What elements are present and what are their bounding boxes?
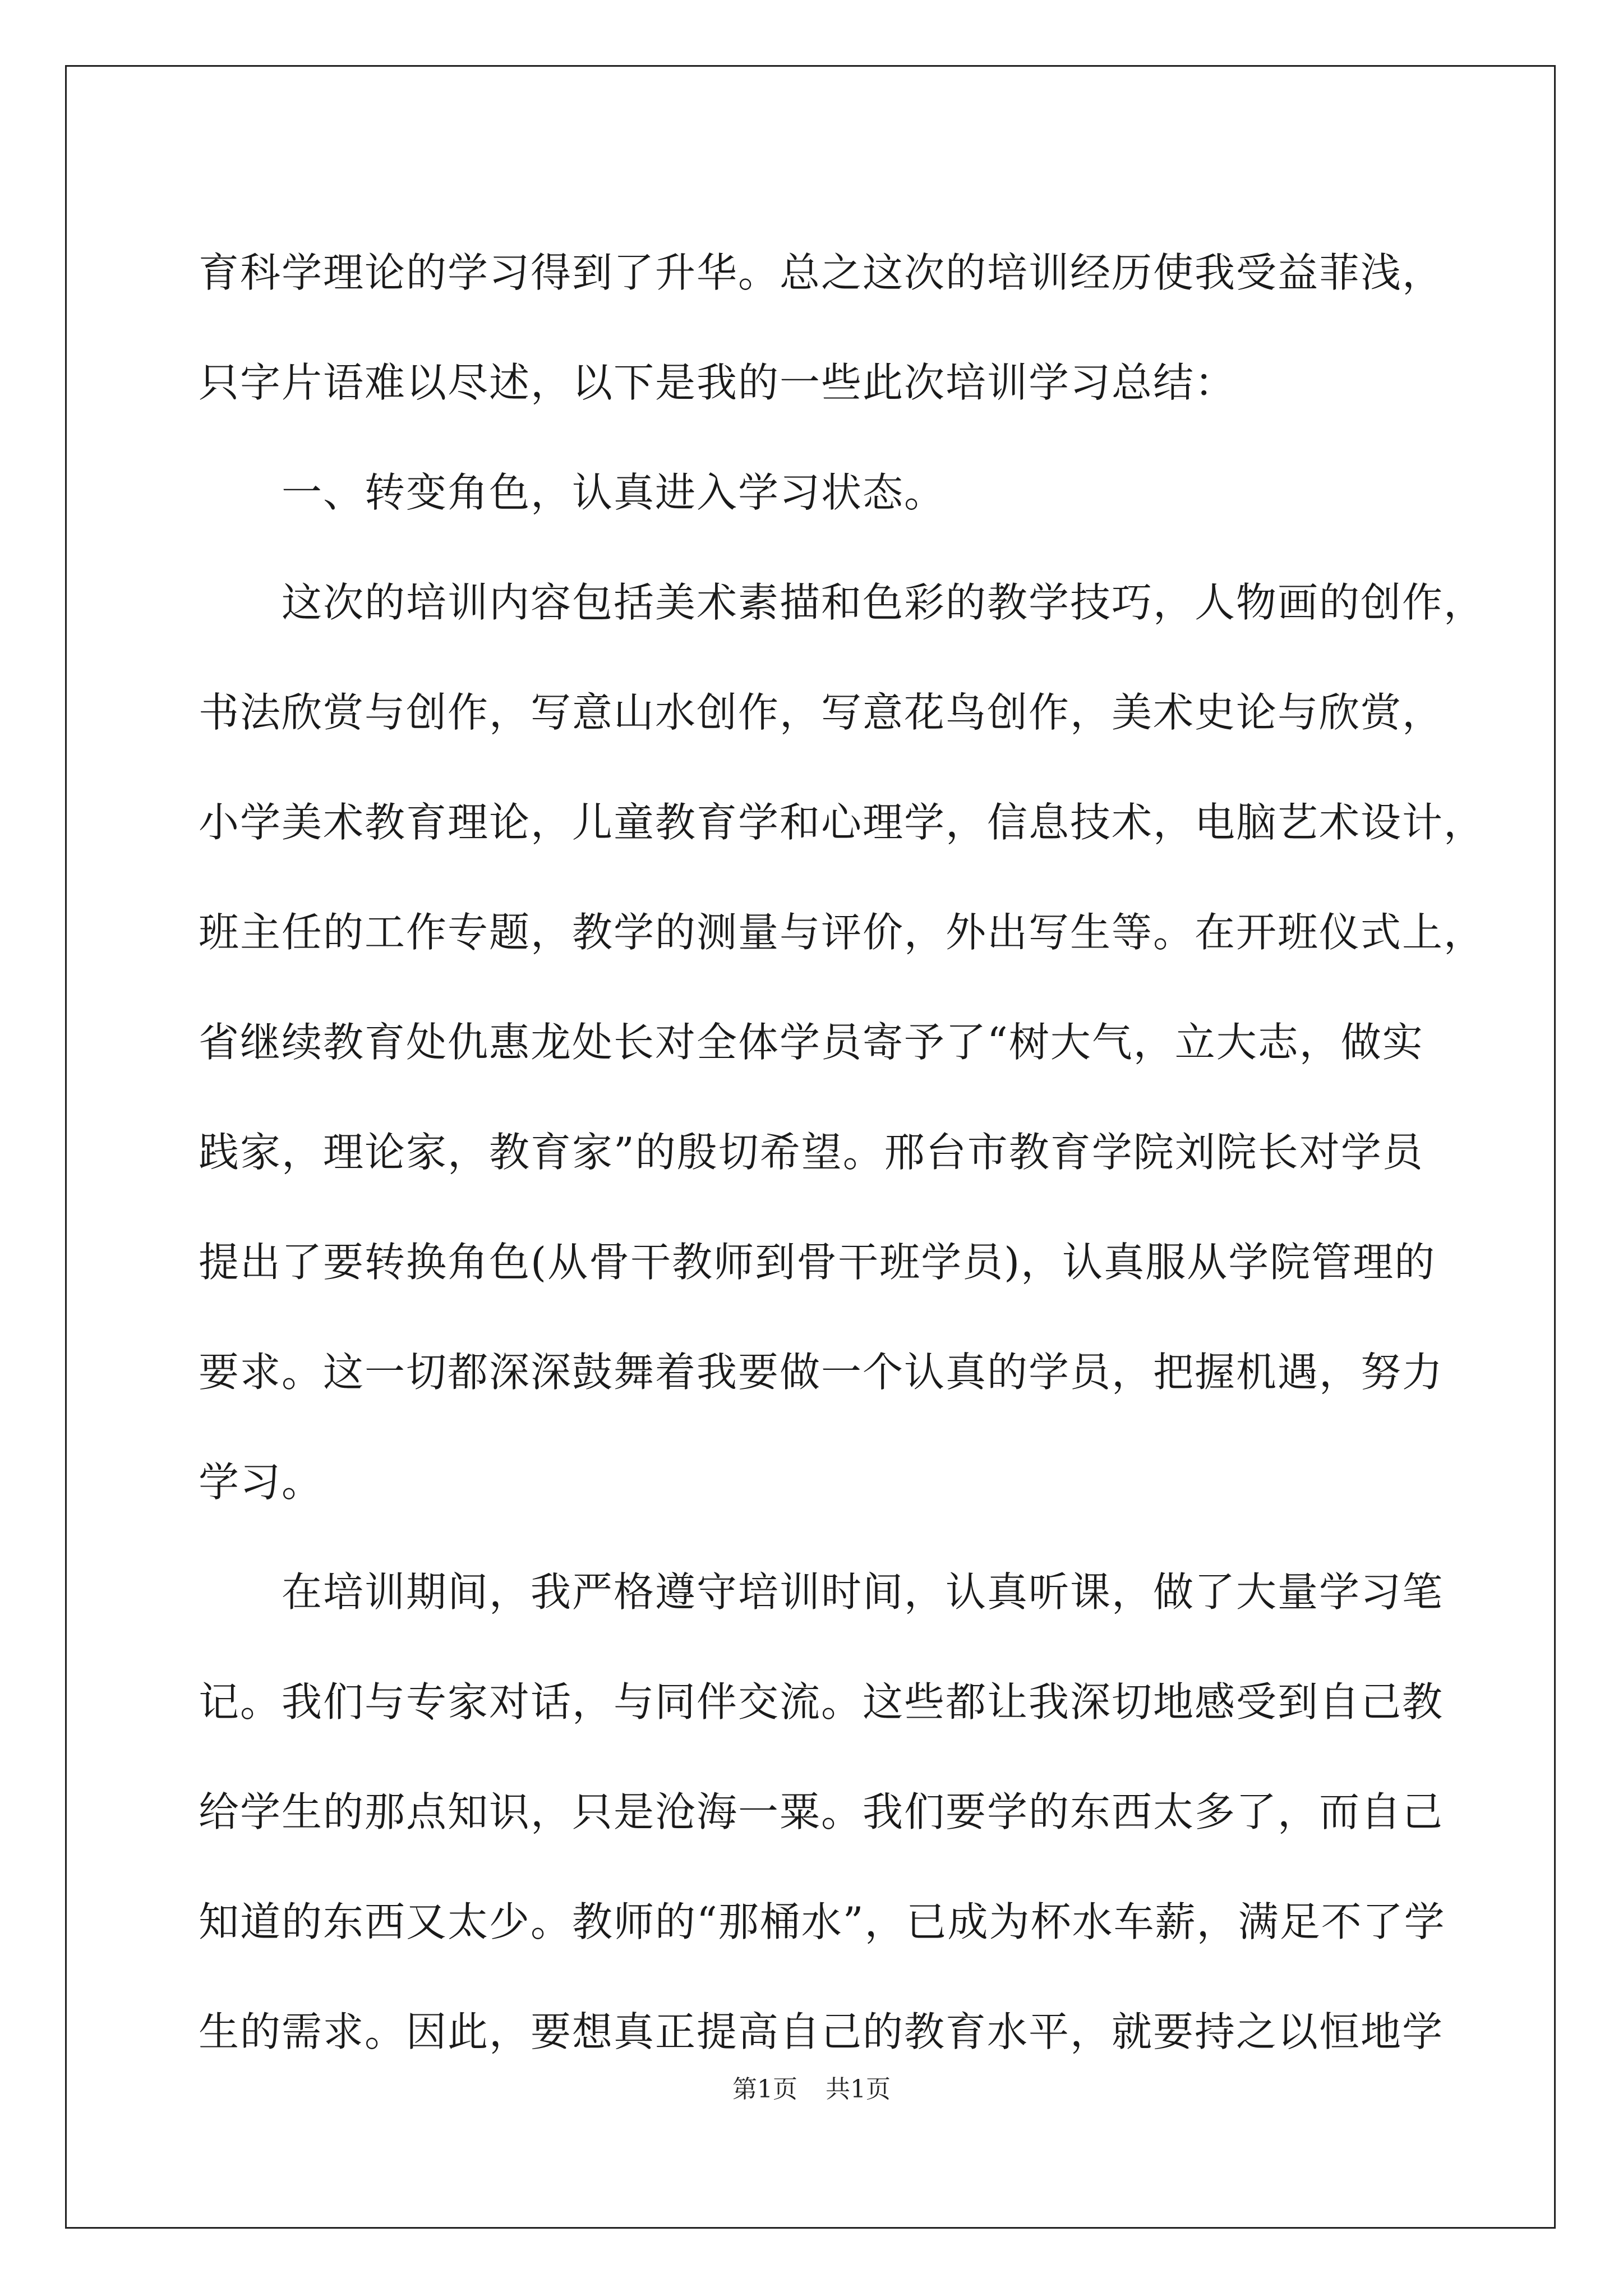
page-footer bbox=[0, 2073, 1623, 2106]
text-line: 只字片语难以尽述，以下是我的一些此次培训学习总结： bbox=[199, 359, 1237, 406]
text-line: 省继续教育处仇惠龙处长对全体学员寄予了“树大气，立大志，做实 bbox=[199, 1019, 1424, 1066]
text-line: 知道的东西又太少。教师的“那桶水”，已成为杯水车薪，满足不了学 bbox=[199, 1898, 1446, 1945]
text-line: 生的需求。因此，要想真正提高自己的教育水平，就要持之以恒地学 bbox=[199, 2008, 1444, 2055]
text-line: 书法欣赏与创作，写意山水创作，写意花鸟创作，美术史论与欣赏， bbox=[199, 689, 1444, 736]
section-heading: 一、转变角色，认真进入学习状态。 bbox=[282, 469, 946, 516]
text-line: 班主任的工作专题，教学的测量与评价，外出写生等。在开班仪式上， bbox=[199, 909, 1486, 956]
text-line: 要求。这一切都深深鼓舞着我要做一个认真的学员，把握机遇，努力 bbox=[199, 1349, 1444, 1396]
text-line: 学习。 bbox=[199, 1458, 324, 1506]
text-line: 践家，理论家，教育家”的殷切希望。邢台市教育学院刘院长对学员 bbox=[199, 1129, 1424, 1176]
document-body bbox=[199, 218, 1486, 2087]
text-line: 提出了要转换角色(从骨干教师到骨干班学员)，认真服从学院管理的 bbox=[199, 1239, 1436, 1286]
text-line: 这次的培训内容包括美术素描和色彩的教学技巧，人物画的创作， bbox=[282, 579, 1486, 626]
text-line: 小学美术教育理论，儿童教育学和心理学，信息技术，电脑艺术设计， bbox=[199, 799, 1486, 846]
page-number: 第1页 bbox=[732, 2075, 797, 2104]
text-line: 给学生的那点知识，只是沧海一粟。我们要学的东西太多了，而自己 bbox=[199, 1788, 1444, 1835]
text-line: 在培训期间，我严格遵守培训时间，认真听课，做了大量学习笔 bbox=[282, 1568, 1444, 1616]
page-total: 共1页 bbox=[826, 2075, 891, 2104]
text-line: 记。我们与专家对话，与同伴交流。这些都让我深切地感受到自己教 bbox=[199, 1678, 1444, 1726]
text-line: 育科学理论的学习得到了升华。总之这次的培训经历使我受益菲浅， bbox=[199, 249, 1444, 296]
